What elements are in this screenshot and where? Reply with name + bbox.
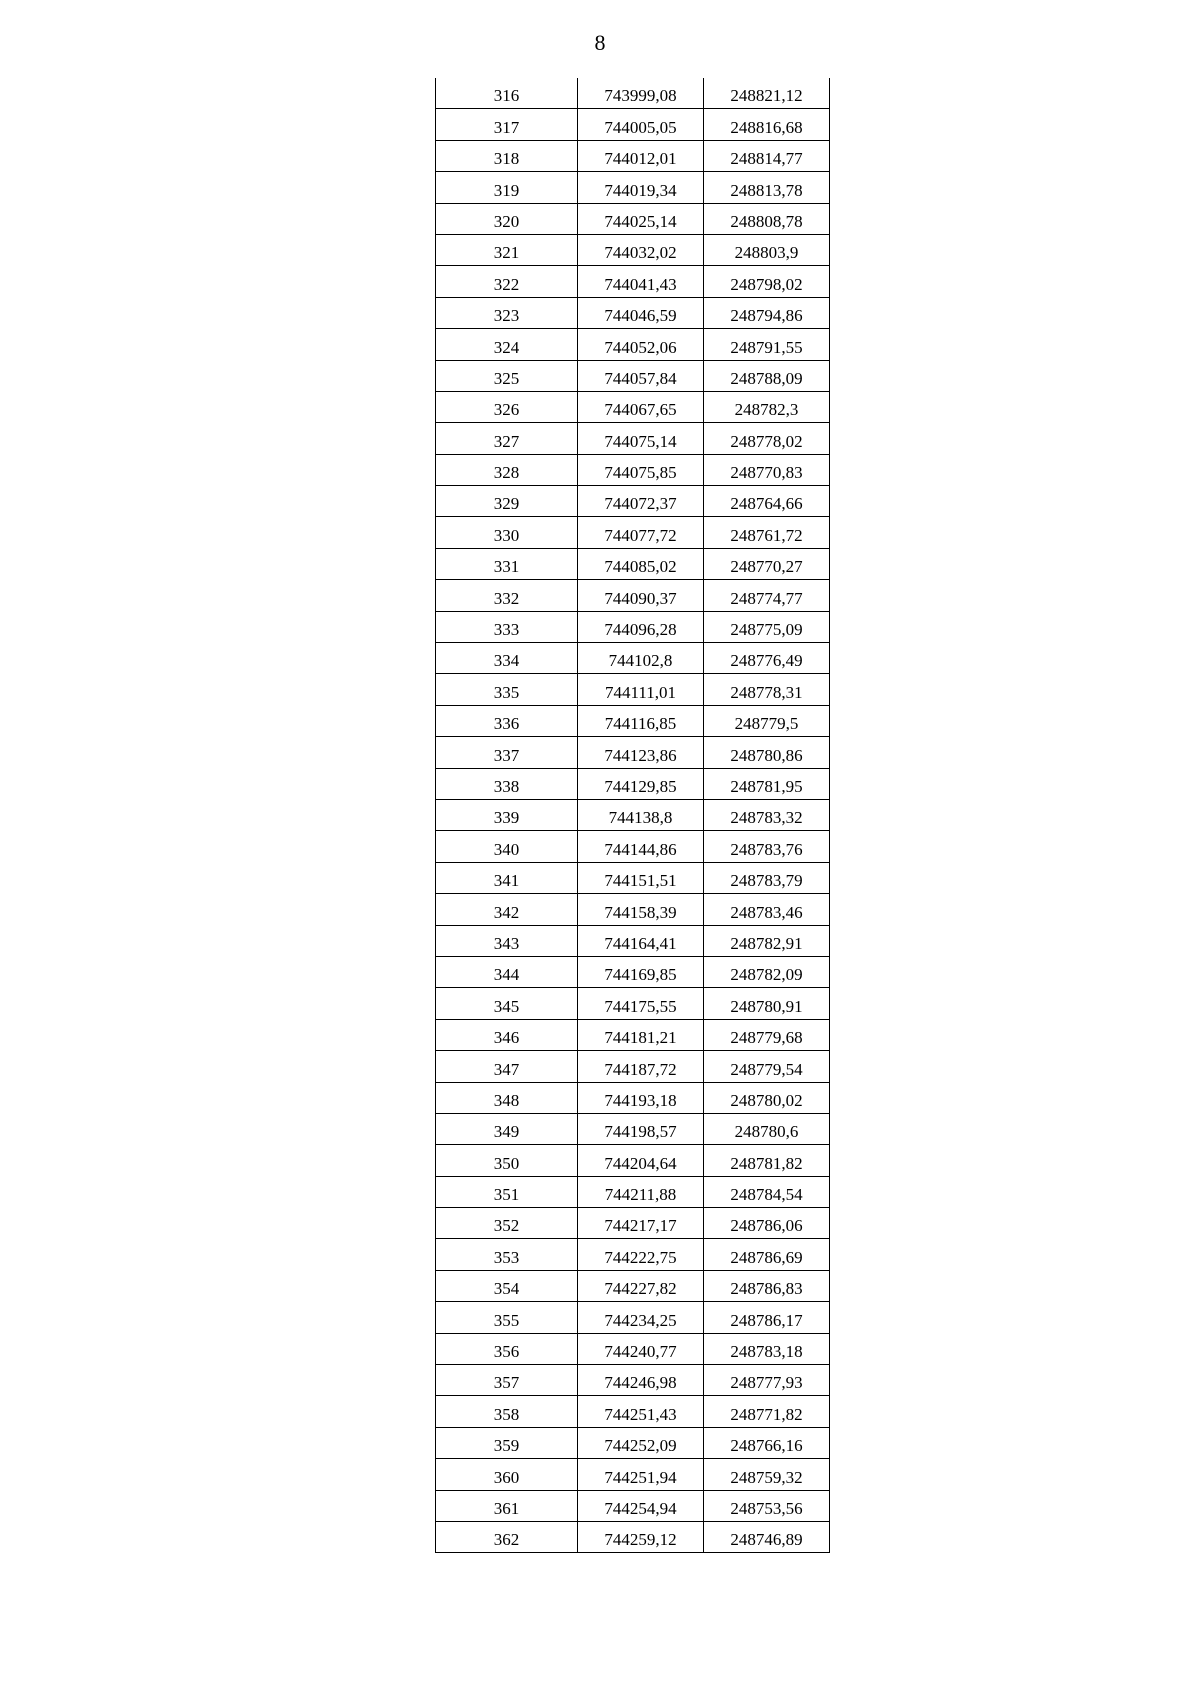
table-row: [436, 1302, 830, 1333]
point-number-cell: 350: [436, 1145, 578, 1176]
point-number-cell: 358: [436, 1396, 578, 1427]
y-coordinate-cell: 248778,02: [704, 423, 830, 454]
y-coordinate-cell: 248813,78: [704, 172, 830, 203]
x-coordinate-cell: 744187,72: [578, 1051, 704, 1082]
y-coordinate-cell: 248788,09: [704, 360, 830, 391]
table-row: [436, 1396, 830, 1427]
y-coordinate-cell: 248770,83: [704, 454, 830, 485]
table-row: [436, 109, 830, 140]
y-coordinate-cell: 248782,09: [704, 956, 830, 987]
y-coordinate-cell: 248770,27: [704, 548, 830, 579]
y-coordinate-cell: 248779,5: [704, 705, 830, 736]
y-coordinate-cell: 248780,91: [704, 988, 830, 1019]
x-coordinate-cell: 744005,05: [578, 109, 704, 140]
y-coordinate-cell: 248784,54: [704, 1176, 830, 1207]
y-coordinate-cell: 248803,9: [704, 234, 830, 265]
table-row: [436, 1427, 830, 1458]
point-number-cell: 362: [436, 1521, 578, 1552]
point-number-cell: 348: [436, 1082, 578, 1113]
point-number-cell: 324: [436, 329, 578, 360]
table-row: [436, 925, 830, 956]
point-number-cell: 323: [436, 297, 578, 328]
table-row: [436, 172, 830, 203]
x-coordinate-cell: 744025,14: [578, 203, 704, 234]
table-row: [436, 737, 830, 768]
x-coordinate-cell: 744144,86: [578, 831, 704, 862]
table-row: [436, 360, 830, 391]
point-number-cell: 349: [436, 1113, 578, 1144]
table-row: [436, 988, 830, 1019]
x-coordinate-cell: 743999,08: [578, 78, 704, 109]
x-coordinate-cell: 744046,59: [578, 297, 704, 328]
coordinates-table: [435, 78, 830, 1553]
point-number-cell: 357: [436, 1365, 578, 1396]
y-coordinate-cell: 248786,17: [704, 1302, 830, 1333]
point-number-cell: 342: [436, 894, 578, 925]
table-row: [436, 1051, 830, 1082]
point-number-cell: 332: [436, 580, 578, 611]
table-row: [436, 1082, 830, 1113]
point-number-cell: 329: [436, 486, 578, 517]
coordinates-table-body: [436, 78, 830, 1553]
x-coordinate-cell: 744198,57: [578, 1113, 704, 1144]
point-number-cell: 319: [436, 172, 578, 203]
point-number-cell: 359: [436, 1427, 578, 1458]
y-coordinate-cell: 248777,93: [704, 1365, 830, 1396]
table-row: [436, 1208, 830, 1239]
x-coordinate-cell: 744217,17: [578, 1208, 704, 1239]
y-coordinate-cell: 248814,77: [704, 140, 830, 171]
point-number-cell: 338: [436, 768, 578, 799]
table-row: [436, 266, 830, 297]
y-coordinate-cell: 248746,89: [704, 1521, 830, 1552]
table-row: [436, 705, 830, 736]
point-number-cell: 346: [436, 1019, 578, 1050]
point-number-cell: 351: [436, 1176, 578, 1207]
point-number-cell: 325: [436, 360, 578, 391]
y-coordinate-cell: 248783,32: [704, 799, 830, 830]
x-coordinate-cell: 744057,84: [578, 360, 704, 391]
x-coordinate-cell: 744075,14: [578, 423, 704, 454]
x-coordinate-cell: 744090,37: [578, 580, 704, 611]
table-row: [436, 643, 830, 674]
table-row: [436, 391, 830, 422]
x-coordinate-cell: 744222,75: [578, 1239, 704, 1270]
x-coordinate-cell: 744019,34: [578, 172, 704, 203]
x-coordinate-cell: 744193,18: [578, 1082, 704, 1113]
point-number-cell: 317: [436, 109, 578, 140]
table-row: [436, 611, 830, 642]
table-row: [436, 78, 830, 109]
point-number-cell: 321: [436, 234, 578, 265]
table-row: [436, 1365, 830, 1396]
point-number-cell: 341: [436, 862, 578, 893]
y-coordinate-cell: 248794,86: [704, 297, 830, 328]
point-number-cell: 322: [436, 266, 578, 297]
x-coordinate-cell: 744211,88: [578, 1176, 704, 1207]
point-number-cell: 340: [436, 831, 578, 862]
table-row: [436, 329, 830, 360]
x-coordinate-cell: 744085,02: [578, 548, 704, 579]
table-row: [436, 297, 830, 328]
y-coordinate-cell: 248786,69: [704, 1239, 830, 1270]
y-coordinate-cell: 248783,79: [704, 862, 830, 893]
x-coordinate-cell: 744251,43: [578, 1396, 704, 1427]
y-coordinate-cell: 248774,77: [704, 580, 830, 611]
table-row: [436, 1239, 830, 1270]
x-coordinate-cell: 744204,64: [578, 1145, 704, 1176]
point-number-cell: 318: [436, 140, 578, 171]
point-number-cell: 344: [436, 956, 578, 987]
point-number-cell: 345: [436, 988, 578, 1019]
table-row: [436, 548, 830, 579]
x-coordinate-cell: 744227,82: [578, 1270, 704, 1301]
x-coordinate-cell: 744138,8: [578, 799, 704, 830]
y-coordinate-cell: 248776,49: [704, 643, 830, 674]
table-row: [436, 580, 830, 611]
x-coordinate-cell: 744096,28: [578, 611, 704, 642]
x-coordinate-cell: 744169,85: [578, 956, 704, 987]
x-coordinate-cell: 744012,01: [578, 140, 704, 171]
x-coordinate-cell: 744123,86: [578, 737, 704, 768]
x-coordinate-cell: 744254,94: [578, 1490, 704, 1521]
x-coordinate-cell: 744041,43: [578, 266, 704, 297]
table-row: [436, 203, 830, 234]
table-row: [436, 1459, 830, 1490]
x-coordinate-cell: 744075,85: [578, 454, 704, 485]
x-coordinate-cell: 744129,85: [578, 768, 704, 799]
point-number-cell: 343: [436, 925, 578, 956]
table-row: [436, 1113, 830, 1144]
table-row: [436, 454, 830, 485]
y-coordinate-cell: 248816,68: [704, 109, 830, 140]
point-number-cell: 360: [436, 1459, 578, 1490]
y-coordinate-cell: 248761,72: [704, 517, 830, 548]
y-coordinate-cell: 248764,66: [704, 486, 830, 517]
point-number-cell: 335: [436, 674, 578, 705]
y-coordinate-cell: 248786,83: [704, 1270, 830, 1301]
x-coordinate-cell: 744116,85: [578, 705, 704, 736]
point-number-cell: 353: [436, 1239, 578, 1270]
table-row: [436, 1270, 830, 1301]
x-coordinate-cell: 744259,12: [578, 1521, 704, 1552]
table-row: [436, 1521, 830, 1552]
point-number-cell: 327: [436, 423, 578, 454]
point-number-cell: 347: [436, 1051, 578, 1082]
point-number-cell: 316: [436, 78, 578, 109]
table-row: [436, 140, 830, 171]
y-coordinate-cell: 248766,16: [704, 1427, 830, 1458]
point-number-cell: 334: [436, 643, 578, 674]
x-coordinate-cell: 744164,41: [578, 925, 704, 956]
x-coordinate-cell: 744252,09: [578, 1427, 704, 1458]
y-coordinate-cell: 248780,02: [704, 1082, 830, 1113]
point-number-cell: 354: [436, 1270, 578, 1301]
point-number-cell: 331: [436, 548, 578, 579]
y-coordinate-cell: 248786,06: [704, 1208, 830, 1239]
point-number-cell: 361: [436, 1490, 578, 1521]
table-row: [436, 1145, 830, 1176]
table-row: [436, 894, 830, 925]
x-coordinate-cell: 744151,51: [578, 862, 704, 893]
point-number-cell: 330: [436, 517, 578, 548]
table-row: [436, 862, 830, 893]
point-number-cell: 352: [436, 1208, 578, 1239]
x-coordinate-cell: 744240,77: [578, 1333, 704, 1364]
y-coordinate-cell: 248779,68: [704, 1019, 830, 1050]
y-coordinate-cell: 248780,86: [704, 737, 830, 768]
table-row: [436, 517, 830, 548]
table-row: [436, 768, 830, 799]
x-coordinate-cell: 744158,39: [578, 894, 704, 925]
y-coordinate-cell: 248753,56: [704, 1490, 830, 1521]
table-row: [436, 674, 830, 705]
table-row: [436, 486, 830, 517]
table-row: [436, 799, 830, 830]
y-coordinate-cell: 248782,3: [704, 391, 830, 422]
table-row: [436, 956, 830, 987]
x-coordinate-cell: 744246,98: [578, 1365, 704, 1396]
page-number: 8: [594, 30, 606, 55]
table-row: [436, 234, 830, 265]
x-coordinate-cell: 744077,72: [578, 517, 704, 548]
table-row: [436, 423, 830, 454]
point-number-cell: 337: [436, 737, 578, 768]
point-number-cell: 320: [436, 203, 578, 234]
table-row: [436, 1333, 830, 1364]
y-coordinate-cell: 248779,54: [704, 1051, 830, 1082]
x-coordinate-cell: 744102,8: [578, 643, 704, 674]
y-coordinate-cell: 248783,76: [704, 831, 830, 862]
table-row: [436, 1176, 830, 1207]
y-coordinate-cell: 248791,55: [704, 329, 830, 360]
x-coordinate-cell: 744234,25: [578, 1302, 704, 1333]
x-coordinate-cell: 744175,55: [578, 988, 704, 1019]
x-coordinate-cell: 744052,06: [578, 329, 704, 360]
y-coordinate-cell: 248781,82: [704, 1145, 830, 1176]
y-coordinate-cell: 248821,12: [704, 78, 830, 109]
point-number-cell: 339: [436, 799, 578, 830]
point-number-cell: 328: [436, 454, 578, 485]
table-row: [436, 1019, 830, 1050]
y-coordinate-cell: 248782,91: [704, 925, 830, 956]
x-coordinate-cell: 744181,21: [578, 1019, 704, 1050]
y-coordinate-cell: 248798,02: [704, 266, 830, 297]
point-number-cell: 356: [436, 1333, 578, 1364]
y-coordinate-cell: 248771,82: [704, 1396, 830, 1427]
y-coordinate-cell: 248781,95: [704, 768, 830, 799]
y-coordinate-cell: 248775,09: [704, 611, 830, 642]
y-coordinate-cell: 248778,31: [704, 674, 830, 705]
point-number-cell: 336: [436, 705, 578, 736]
x-coordinate-cell: 744072,37: [578, 486, 704, 517]
table-row: [436, 831, 830, 862]
x-coordinate-cell: 744111,01: [578, 674, 704, 705]
point-number-cell: 326: [436, 391, 578, 422]
y-coordinate-cell: 248780,6: [704, 1113, 830, 1144]
point-number-cell: 333: [436, 611, 578, 642]
x-coordinate-cell: 744032,02: [578, 234, 704, 265]
y-coordinate-cell: 248808,78: [704, 203, 830, 234]
x-coordinate-cell: 744067,65: [578, 391, 704, 422]
x-coordinate-cell: 744251,94: [578, 1459, 704, 1490]
y-coordinate-cell: 248783,18: [704, 1333, 830, 1364]
y-coordinate-cell: 248783,46: [704, 894, 830, 925]
table-row: [436, 1490, 830, 1521]
point-number-cell: 355: [436, 1302, 578, 1333]
y-coordinate-cell: 248759,32: [704, 1459, 830, 1490]
